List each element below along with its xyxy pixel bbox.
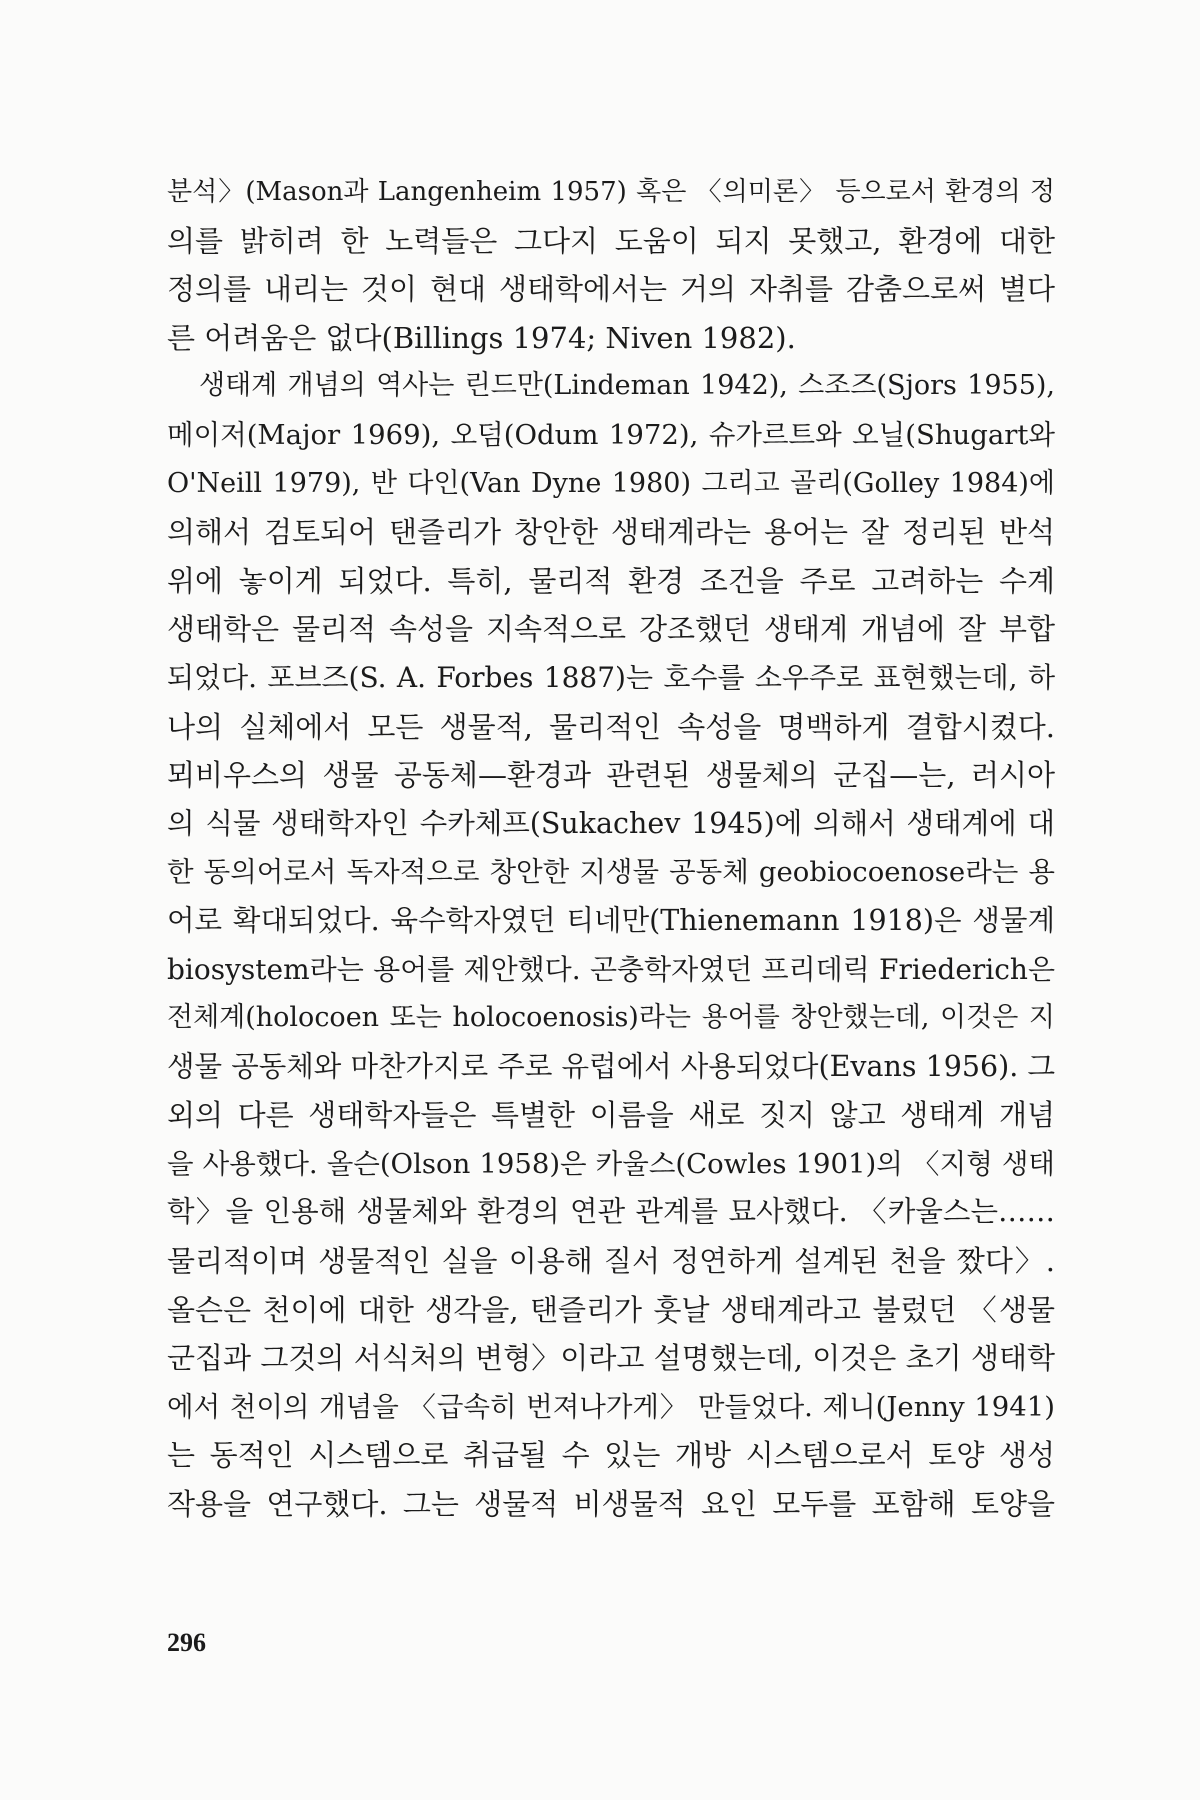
text-line: 물리적이며 생물적인 실을 이용해 질서 정연하게 설계된 천을 짰다〉. [167, 1244, 1055, 1279]
text-line: 의를 밝히려 한 노력들은 그다지 도움이 되지 못했고, 환경에 대한 [167, 223, 1055, 258]
text-line: 외의 다른 생태학자들은 특별한 이름을 새로 짓지 않고 생태계 개념 [167, 1098, 1055, 1133]
text-line: O'Neill 1979), 반 다인(Van Dyne 1980) 그리고 골리(Golley 1984)에 [167, 467, 1055, 499]
text-line: 정의를 내리는 것이 현대 생태학에서는 거의 자취를 감춤으로써 별다 [167, 272, 1055, 307]
paragraph-start-line: 생태계 개념의 역사는 린드만(Lindeman 1942), 스조즈(Sjors 1955), [199, 370, 1055, 402]
text-line: 나의 실체에서 모든 생물적, 물리적인 속성을 명백하게 결합시켰다. [167, 709, 1055, 744]
text-line: 위에 놓이게 되었다. 특히, 물리적 환경 조건을 주로 고려하는 수계 [167, 563, 1055, 598]
text-line: 전체계(holocoen 또는 holocoenosis)라는 용어를 창안했는데, 이것은 지 [167, 1002, 1055, 1034]
text-line: 의해서 검토되어 탠즐리가 창안한 생태계라는 용어는 잘 정리된 반석 [167, 515, 1055, 550]
text-line: biosystem라는 용어를 제안했다. 곤충학자였던 프리데릭 Friederich은 [167, 952, 1055, 986]
text-line: 올슨은 천이에 대한 생각을, 탠즐리가 훗날 생태계라고 불렀던 〈생물 [167, 1292, 1055, 1327]
text-line: 에서 천이의 개념을 〈급속히 번져나가게〉 만들었다. 제니(Jenny 1941) [167, 1390, 1055, 1423]
text-line: 한 동의어로서 독자적으로 창안한 지생물 공동체 geobiocoenose라는 용 [167, 856, 1055, 889]
text-line: 른 어려움은 없다(Billings 1974; Niven 1982). [167, 320, 796, 355]
text-line: 어로 확대되었다. 육수학자였던 티네만(Thienemann 1918)은 생물계 [167, 903, 1055, 937]
text-line: 되었다. 포브즈(S. A. Forbes 1887)는 호수를 소우주로 표현했는데, 하 [167, 660, 1055, 694]
body-text [167, 168, 1055, 1529]
text-line: 뫼비우스의 생물 공동체—환경과 관련된 생물체의 군집—는, 러시아 [167, 758, 1055, 793]
text-line: 의 식물 생태학자인 수카체프(Sukachev 1945)에 의해서 생태계에 대 [167, 806, 1055, 840]
text-line: 군집과 그것의 서식처의 변형〉이라고 설명했는데, 이것은 초기 생태학 [167, 1341, 1055, 1376]
text-line: 생태학은 물리적 속성을 지속적으로 강조했던 생태계 개념에 잘 부합 [167, 612, 1055, 647]
text-line: 작용을 연구했다. 그는 생물적 비생물적 요인 모두를 포함해 토양을 [167, 1487, 1055, 1522]
text-line: 학〉을 인용해 생물체와 환경의 연관 관계를 묘사했다. 〈카울스는…… [167, 1195, 1055, 1229]
text-line: 분석〉(Mason과 Langenheim 1957) 혹은 〈의미론〉 등으로서 환경의 정 [167, 177, 1055, 207]
text-line: 생물 공동체와 마찬가지로 주로 유럽에서 사용되었다(Evans 1956). 그 [167, 1049, 1055, 1083]
page-number: 296 [167, 1628, 206, 1657]
text-line: 을 사용했다. 올슨(Olson 1958)은 카울스(Cowles 1901)의 〈지형 생태 [167, 1147, 1055, 1180]
text-line: 메이저(Major 1969), 오덤(Odum 1972), 슈가르트와 오닐(Shugart와 [167, 418, 1055, 451]
text-line: 는 동적인 시스템으로 취급될 수 있는 개방 시스템으로서 토양 생성 [167, 1438, 1055, 1473]
